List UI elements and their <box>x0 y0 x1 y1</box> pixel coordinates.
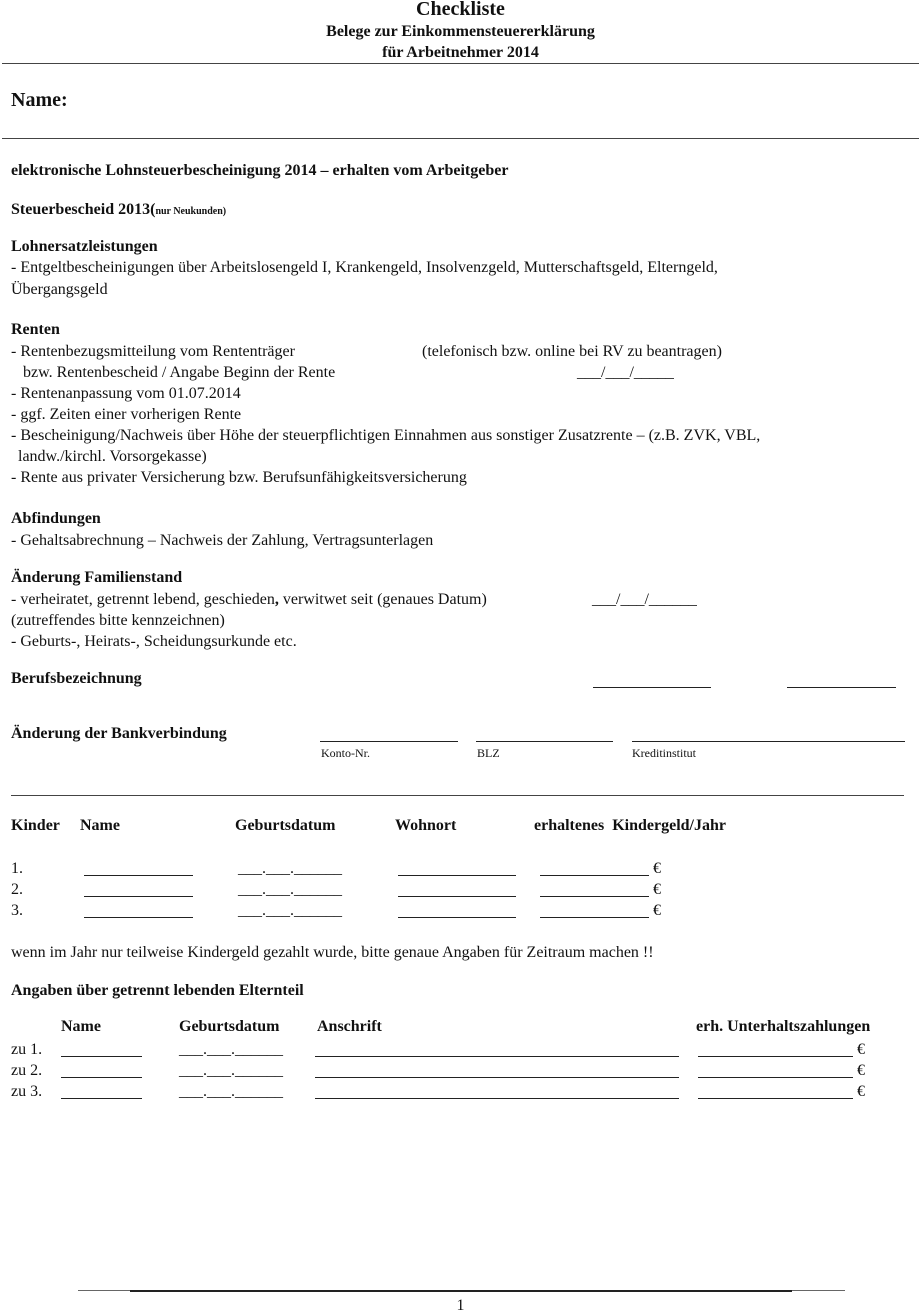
kind-geburtsdatum-field[interactable]: ___.___.______ <box>238 860 342 877</box>
elternteil-name-field[interactable] <box>61 1098 142 1099</box>
kinder-row-number: 3. <box>11 902 23 919</box>
blz-field[interactable] <box>476 741 613 742</box>
lohnersatz-line-cont: Übergangsgeld <box>11 281 108 298</box>
kind-geburtsdatum-field[interactable]: ___.___.______ <box>238 902 342 919</box>
kind-wohnort-field[interactable] <box>398 896 516 897</box>
familienstand-hint: (zutreffendes bitte kennzeichnen) <box>11 612 225 629</box>
kinder-row-number: 1. <box>11 860 23 877</box>
elternteil-row-label: zu 1. <box>11 1041 43 1058</box>
elternteil-header-anschrift: Anschrift <box>317 1018 382 1035</box>
elternteil-heading: Angaben über getrennt lebenden Elternteil <box>11 982 304 999</box>
elternteil-header-name: Name <box>61 1018 101 1035</box>
renten-heading: Renten <box>11 321 60 338</box>
elternteil-header-unterhalt: erh. Unterhaltszahlungen <box>696 1018 871 1035</box>
renten-item-note: (telefonisch bzw. online bei RV zu beantragen) <box>422 343 722 360</box>
elternteil-row-label: zu 3. <box>11 1083 43 1100</box>
familienstand-heading: Änderung Familienstand <box>11 569 183 586</box>
rentenbeginn-date-field[interactable]: ___/___/_____ <box>577 364 674 381</box>
beruf-heading: Berufsbezeichnung <box>11 670 142 687</box>
euro-sign: € <box>857 1041 865 1058</box>
steuerbescheid-note: nur Neukunden) <box>155 206 227 217</box>
kind-name-field[interactable] <box>84 917 193 918</box>
euro-sign: € <box>653 881 661 898</box>
familienstand-item <box>11 590 487 610</box>
kinder-header-kindergeld: erhaltenes Kindergeld/Jahr <box>534 817 726 834</box>
renten-item-cont: landw./kirchl. Vorsorgekasse) <box>18 448 207 465</box>
unterhalt-field[interactable] <box>698 1056 853 1057</box>
elternteil-geburtsdatum-field[interactable]: ___.___.______ <box>179 1083 283 1100</box>
beruf-field[interactable] <box>593 687 711 688</box>
steuerbescheid-label: Steuerbescheid 2013( <box>11 201 156 218</box>
kinder-header-wohnort: Wohnort <box>395 817 457 834</box>
section-divider <box>11 795 904 796</box>
familienstand-item-text: - verheiratet, getrennt lebend, geschieden <box>11 591 275 608</box>
konto-label: Konto-Nr. <box>321 746 370 760</box>
bank-heading: Änderung der Bankverbindung <box>11 725 227 742</box>
elternteil-anschrift-field[interactable] <box>315 1056 679 1057</box>
kinder-header-geburtsdatum: Geburtsdatum <box>235 817 336 834</box>
renten-item: - ggf. Zeiten einer vorherigen Rente <box>11 406 242 423</box>
renten-item: bzw. Rentenbescheid / Angabe Beginn der Rente <box>23 364 336 381</box>
document-subtitle: Belege zur Einkommensteuererklärung <box>326 23 595 40</box>
renten-item: - Rentenanpassung vom 01.07.2014 <box>11 385 241 402</box>
familienstand-date-field[interactable]: ___/___/______ <box>592 591 697 608</box>
renten-item: - Rente aus privater Versicherung bzw. Berufsunfähigkeitsversicherung <box>11 469 467 486</box>
elternteil-anschrift-field[interactable] <box>315 1098 679 1099</box>
elternteil-row-label: zu 2. <box>11 1062 43 1079</box>
familienstand-comma: , <box>274 591 279 608</box>
elternteil-name-field[interactable] <box>61 1056 142 1057</box>
kinder-header-kinder: Kinder <box>11 817 60 834</box>
blz-label: BLZ <box>477 746 500 760</box>
abfindungen-heading: Abfindungen <box>11 510 101 527</box>
beruf-field-2[interactable] <box>787 687 896 688</box>
kind-name-field[interactable] <box>84 896 193 897</box>
euro-sign: € <box>653 860 661 877</box>
kreditinstitut-field[interactable] <box>632 741 905 742</box>
lohnersatz-line: - Entgeltbescheinigungen über Arbeitslosengeld I, Krankengeld, Insolvenzgeld, Mutterschaftsgeld, Elterngeld, <box>11 259 718 276</box>
euro-sign: € <box>653 902 661 919</box>
elternteil-geburtsdatum-field[interactable]: ___.___.______ <box>179 1062 283 1079</box>
kind-geburtsdatum-field[interactable]: ___.___.______ <box>238 881 342 898</box>
kind-kindergeld-field[interactable] <box>540 896 649 897</box>
abfindungen-item: - Gehaltsabrechnung – Nachweis der Zahlung, Vertragsunterlagen <box>11 532 434 549</box>
kinder-row-number: 2. <box>11 881 23 898</box>
header-divider <box>2 63 919 64</box>
document-subtitle-year: für Arbeitnehmer 2014 <box>382 44 539 61</box>
unterhalt-field[interactable] <box>698 1098 853 1099</box>
kreditinstitut-label: Kreditinstitut <box>632 746 696 760</box>
kind-name-field[interactable] <box>84 875 193 876</box>
document-title: Checkliste <box>416 0 505 20</box>
kinder-header-name: Name <box>80 817 120 834</box>
familienstand-item: - Geburts-, Heirats-, Scheidungsurkunde etc. <box>11 633 297 650</box>
unterhalt-field[interactable] <box>698 1077 853 1078</box>
name-divider <box>2 138 919 139</box>
kind-wohnort-field[interactable] <box>398 875 516 876</box>
euro-sign: € <box>857 1062 865 1079</box>
kind-kindergeld-field[interactable] <box>540 917 649 918</box>
lohnersatz-heading: Lohnersatzleistungen <box>11 238 158 255</box>
renten-item: - Bescheinigung/Nachweis über Höhe der steuerpflichtigen Einnahmen aus sonstiger Zusatzrente – (z.B. ZVK, VBL, <box>11 427 761 444</box>
euro-sign: € <box>857 1083 865 1100</box>
name-label: Name: <box>11 89 68 111</box>
steuerbescheid-heading <box>11 201 226 219</box>
lohnsteuer-heading: elektronische Lohnsteuerbescheinigung 2014 – erhalten vom Arbeitgeber <box>11 162 509 179</box>
elternteil-header-geburtsdatum: Geburtsdatum <box>179 1018 280 1035</box>
elternteil-name-field[interactable] <box>61 1077 142 1078</box>
elternteil-anschrift-field[interactable] <box>315 1077 679 1078</box>
footer-divider-strong <box>130 1290 792 1292</box>
elternteil-geburtsdatum-field[interactable]: ___.___.______ <box>179 1041 283 1058</box>
renten-item: - Rentenbezugsmitteilung vom Rententräger <box>11 343 295 360</box>
kind-wohnort-field[interactable] <box>398 917 516 918</box>
familienstand-item-rest: verwitwet seit (genaues Datum) <box>278 591 487 608</box>
page-number: 1 <box>456 1297 465 1314</box>
kind-kindergeld-field[interactable] <box>540 875 649 876</box>
kindergeld-note: wenn im Jahr nur teilweise Kindergeld gezahlt wurde, bitte genaue Angaben für Zeitraum machen !! <box>11 944 654 961</box>
konto-field[interactable] <box>320 741 458 742</box>
